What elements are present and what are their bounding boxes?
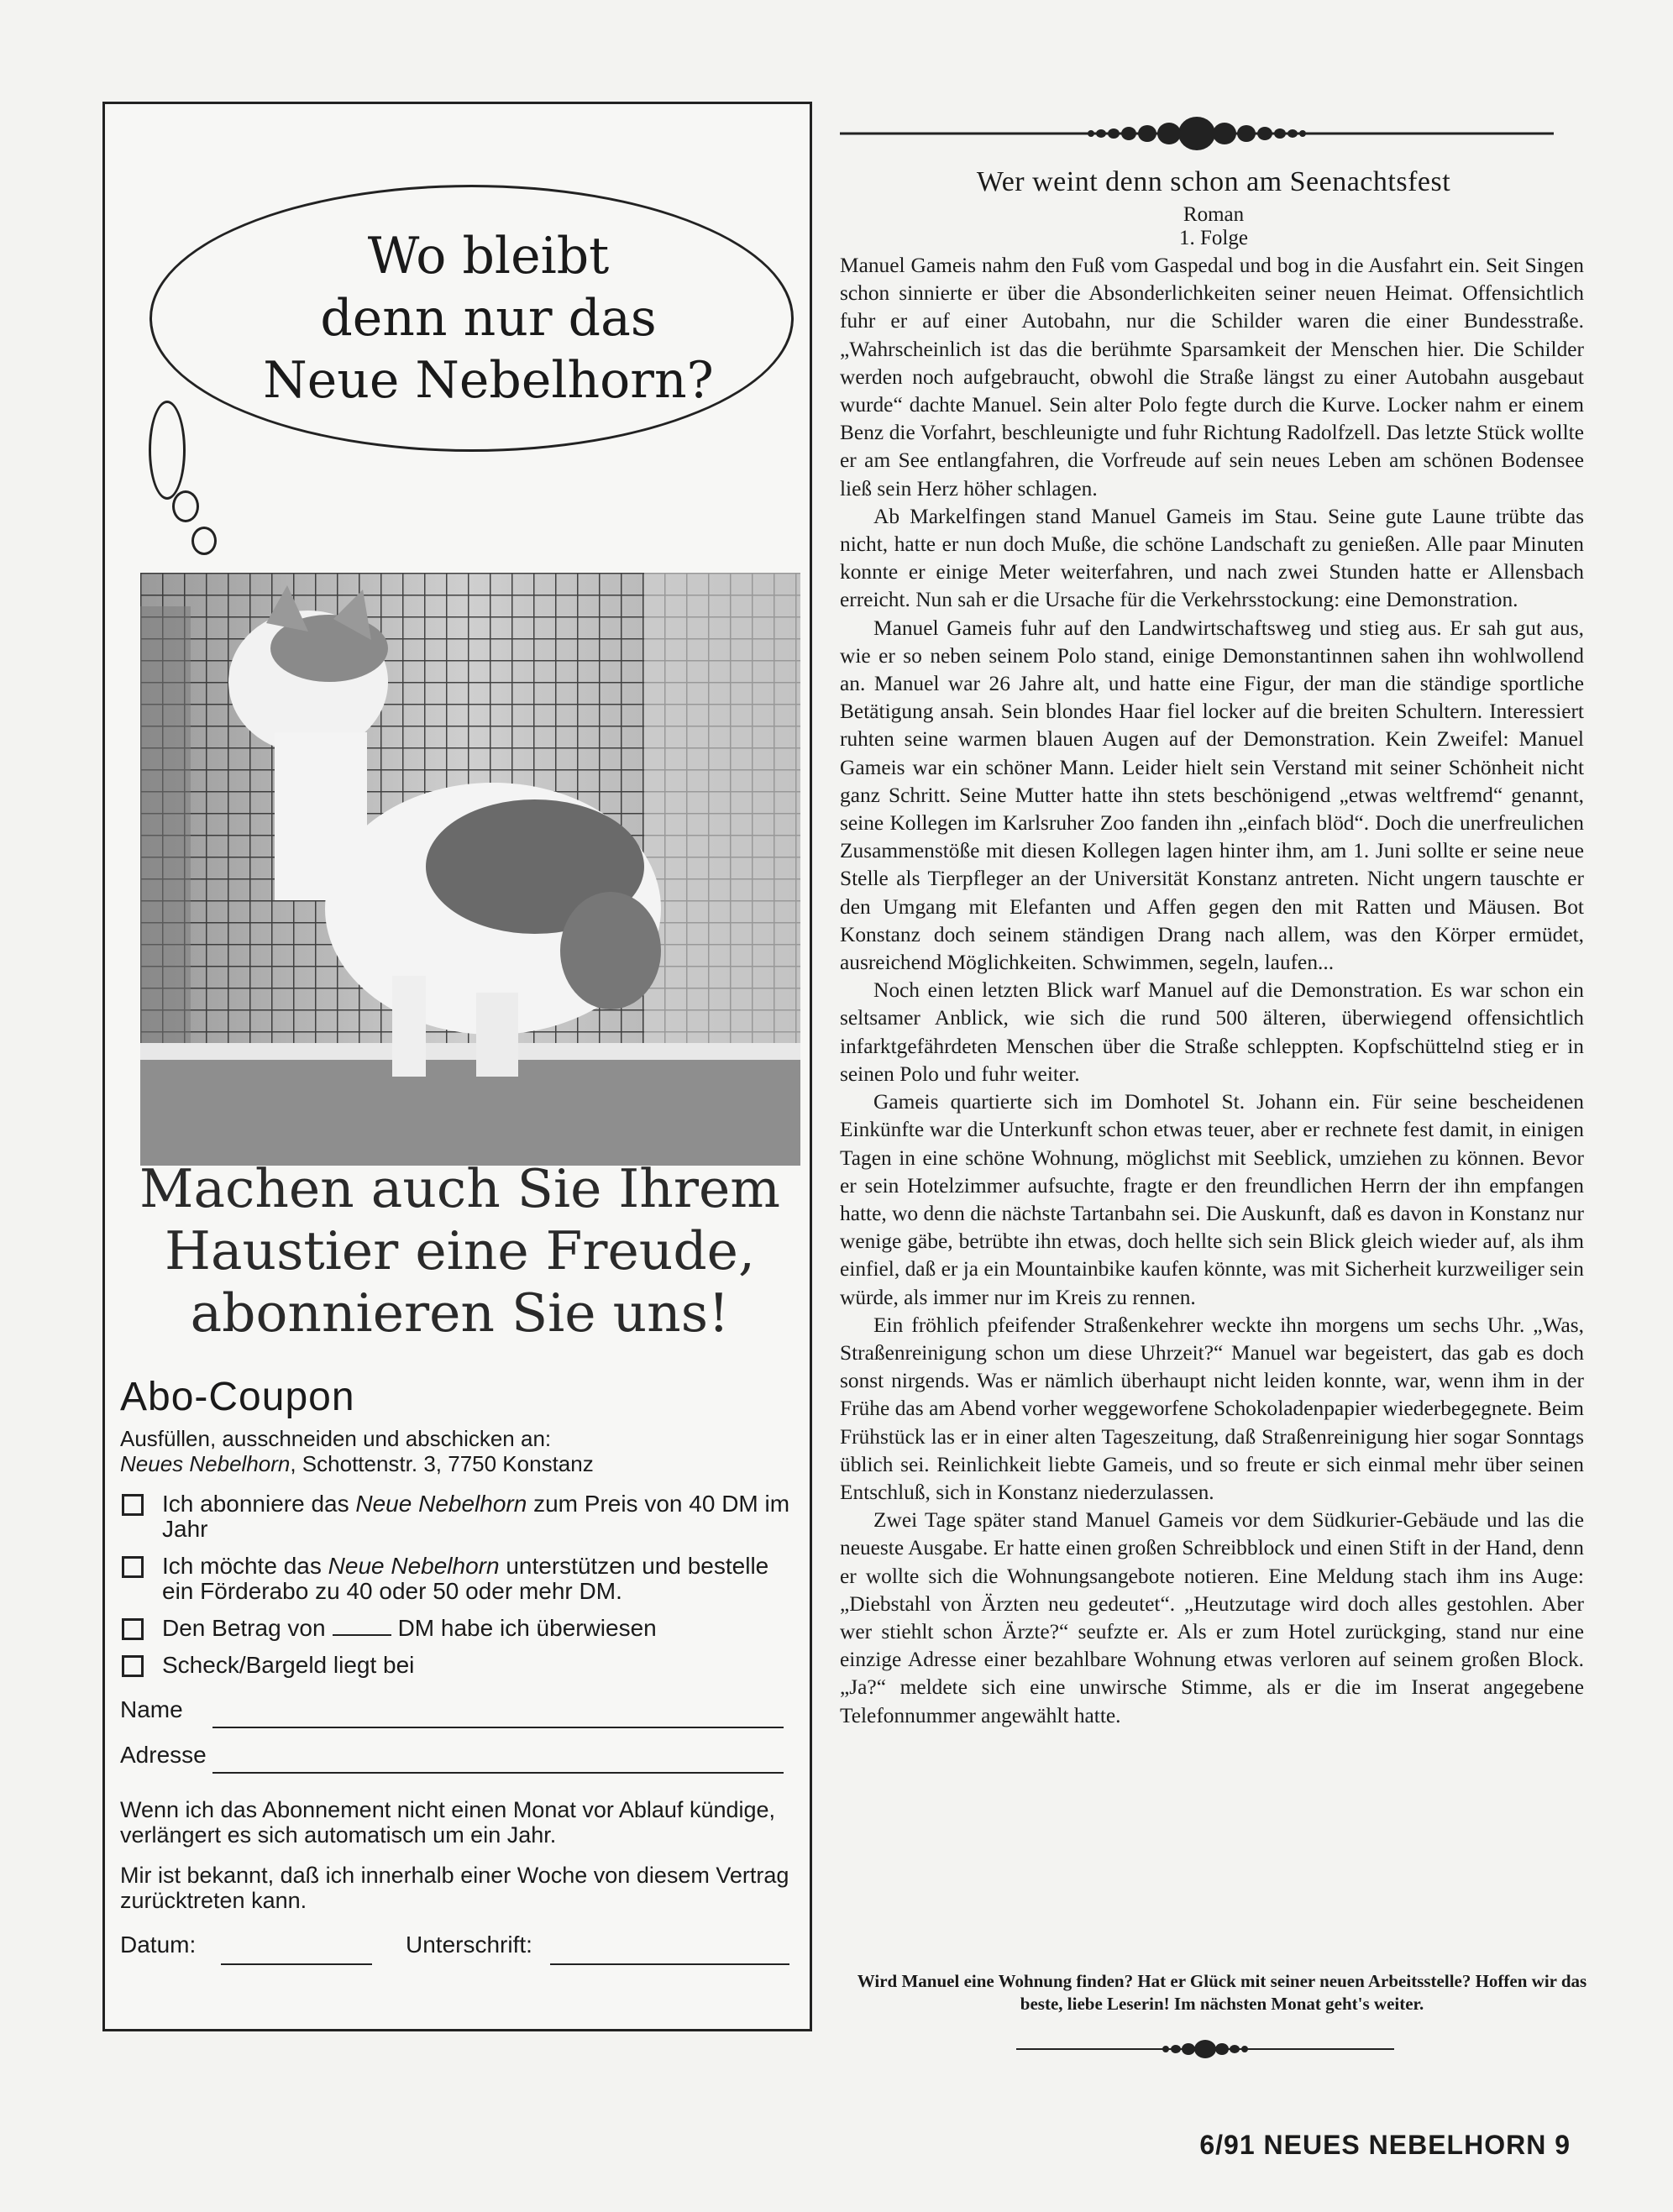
cat-photo-illustration: [140, 573, 800, 1166]
option1-pre: Ich abonniere das: [162, 1491, 356, 1517]
option-cheque: [120, 1653, 792, 1678]
withdrawal-note: Mir ist bekannt, daß ich innerhalb einer Woche von diesem Vertrag zurücktreten kann.: [120, 1863, 789, 1913]
option1-post: zum Preis von 40 DM im Jahr: [162, 1491, 790, 1542]
date-label: Datum:: [120, 1932, 197, 1958]
story-body: [840, 252, 1584, 1730]
option3-post: DM habe ich überwiesen: [397, 1615, 657, 1641]
signature-label: Unterschrift:: [406, 1932, 532, 1958]
address-publication: Neues Nebelhorn: [120, 1451, 291, 1476]
name-label: Name: [120, 1696, 183, 1722]
address-label: Adresse: [120, 1742, 207, 1768]
story-paragraph: Noch einen letzten Blick warf Manuel auf die Demonstration. Es war schon ein seltsamer Anblick, wie sich die rund 500 älteren, überwiegend offensichtlich infarktgefährdeten Menschen über die Straße schleppten. Kopfschüttelnd stieg er in seinen Polo und fuhr weiter.: [840, 978, 1584, 1086]
cat-photo: [140, 573, 800, 1166]
story-genre: Roman: [1183, 203, 1245, 226]
name-field[interactable]: [212, 1727, 784, 1728]
cancellation-note: Wenn ich das Abonnement nicht einen Monat vor Ablauf kündige, verlängert es sich automatisch um ein Jahr.: [120, 1797, 776, 1848]
story-paragraph: Gameis quartierte sich im Domhotel St. Johann ein. Für seine bescheidenen Einkünfte war die Unterkunft schon etwas teuer, aber er rechnete fest damit, in einigen Tagen in eine schöne Wohnung, möglichst mit Seeblick, umziehen zu können. Bevor er sein Hotelzimmer aufsuchte, fragte er den freundlichen Herrn der ihn empfangen hatte, wo denn die nächste Tartanbahn sei. Die Auskunft, daß es davon in Konstanz nur wenige gäbe, betrübte ihn etwas, doch hellte sich sein Blick gleich wieder auf, als ihm einfiel, daß er ja ein Mountainbike kaufen könnte, was mit Sicherheit kurzweiliger sein würde, als immer nur im Kreis zu rennen.: [840, 1090, 1584, 1309]
date-field[interactable]: [221, 1963, 372, 1965]
thought-dot: [149, 401, 186, 500]
coupon-intro: [120, 1426, 792, 1476]
coupon-intro-text: Ausfüllen, ausschneiden und abschicken an:: [120, 1426, 552, 1451]
address-street: , Schottenstr. 3, 7750 Konstanz: [290, 1451, 594, 1476]
option1-italic: Neue Nebelhorn: [355, 1491, 527, 1517]
thought-bubble: [149, 185, 794, 452]
subscription-coupon: [120, 1374, 792, 1974]
address-row: [120, 1742, 792, 1782]
option-subscribe: [120, 1491, 792, 1542]
checkbox-transfer[interactable]: [122, 1618, 144, 1640]
story-episode: 1. Folge: [1179, 227, 1248, 249]
story-paragraph: Ab Markelfingen stand Manuel Gameis im Stau. Seine gute Laune trübte das nicht, hatte er nun doch Muße, die schöne Landschaft zu genießen. Alle paar Minuten konnte er einige Meter weiterfahren, und nach zwei Stunden hatte er Allensbach erreicht. Nun sah er die Ursache für die Verkehrsstockung: eine Demonstration.: [840, 504, 1584, 612]
ad-headline: [122, 1158, 798, 1344]
option3-pre: Den Betrag von: [162, 1615, 326, 1641]
story-paragraph: Ein fröhlich pfeifender Straßenkehrer weckte ihn morgens um sechs Uhr. „Was, Straßenreinigung schon um diese Uhrzeit?“ Manuel war begeistert, das gab es doch sonst nirgends. Was er nämlich überhaupt nicht leiden konnte, war, wenn ihm in der Frühe das am Abend vorher weggeworfene Schokoladenpapier wiederbegegnete. Beim Frühstück las er in einer alten Tageszeitung, daß Straßenreinigung hier sogar Sonntags üblich sei. Reinlichkeit liebte Gameis, und so freute er sich einmal mehr über seinen Entschluß, sich in Konstanz niederzulassen.: [840, 1313, 1584, 1504]
checkbox-support[interactable]: [122, 1556, 144, 1578]
checkbox-subscribe[interactable]: [122, 1494, 144, 1516]
story-teaser: Wird Manuel eine Wohnung finden? Hat er Glück mit seiner neuen Arbeitsstelle? Hoffen wir das beste, liebe Leserin! Im nächsten Monat geht's weiter.: [857, 1971, 1587, 2014]
thought-dot: [172, 490, 199, 522]
bubble-line: denn nur das: [320, 289, 657, 348]
option-support: [120, 1554, 792, 1604]
option2-post: unterstützen und bestelle ein Förderabo zu 40 oder 50 oder mehr DM.: [162, 1553, 769, 1604]
address-field[interactable]: [212, 1772, 784, 1774]
subscription-ad: [102, 102, 812, 2031]
headline-line: Machen auch Sie Ihrem: [139, 1158, 781, 1219]
story-paragraph: Zwei Tage später stand Manuel Gameis vor dem Südkurier-Gebäude und las die neueste Ausgabe. Er hatte einen großen Schreibblock und einen Stift in der Hand, denn er wollte sich die Wohnungsangebote notieren. Eine Meldung stach ihm ins Auge: „Diebstahl von Ärzten neu gedeutet“. „Heutzutage wird doch alles gestohlen. Aber wer stiehlt schon Ärzte?“ seufzte er. Als er zum Hotel zurückging, stand nur eine einzige Adresse einer bezahlbare Wohnung etwas verloren auf seinem großen Block. „Ja?“ meldete sich eine unwirsche Stimme, als er die im Inserat angegebene Telefonnummer angewählt hatte.: [840, 1508, 1584, 1727]
story-paragraph: Manuel Gameis fuhr auf den Landwirtschaftsweg und stieg aus. Er sah gut aus, wie er so neben seinem Polo stand, einige Demonstantinnen sahen ihn wohlwollend an. Manuel war 26 Jahre alt, und hatte eine Figur, der man die ständige sportliche Betätigung ansah. Sein blondes Haar fiel locker auf die breiten Schultern. Interessiert ruhten seine warmen blauen Augen auf der Demonstration. Kein Zweifel: Manuel Gameis war ein schöner Mann. Leider hielt sein Verstand mit seiner Schönheit nicht ganz Schritt. Seine Mutter hatte ihn stets beschönigend „etwas weltfremd“ genannt, seine Kollegen im Karlsruher Zoo fanden ihn „einfach blöd“. Doch die unerfreulichen Zusammenstöße mit diesen Kollegen lagen hinter ihm, am 1. Juni sollte er seine neue Stelle als Tierpfleger an der Universität Konstanz antreten. Nicht ungern tauschte er den Umgang mit Elefanten und Affen gegen den mit Ratten und Mäusen. Bot Konstanz doch seinem ständigen Drang nach allem, was den Körper ermüdet, ausreichend Möglichkeiten. Schwimmen, segeln, laufen...: [840, 616, 1584, 975]
headline-line: abonnieren Sie uns!: [190, 1282, 730, 1344]
option-transfer: [120, 1616, 792, 1641]
page-footer: 6/91 NEUES NEBELHORN 9: [1199, 2130, 1571, 2160]
ornament-divider: [840, 115, 1554, 152]
bubble-text: [254, 225, 724, 411]
story-title: Wer weint denn schon am Seenachtsfest: [976, 166, 1451, 197]
option2-italic: Neue Nebelhorn: [328, 1553, 500, 1579]
thought-dot: [191, 527, 217, 555]
bubble-line: Neue Nebelhorn?: [263, 351, 714, 410]
signature-row: [120, 1932, 792, 1974]
headline-line: Haustier eine Freude,: [165, 1220, 755, 1282]
signature-field[interactable]: [550, 1963, 789, 1965]
amount-field[interactable]: [333, 1634, 391, 1636]
checkbox-cheque[interactable]: [122, 1655, 144, 1677]
coupon-title: Abo-Coupon: [120, 1375, 355, 1419]
story-paragraph: Manuel Gameis nahm den Fuß vom Gaspedal und bog in die Ausfahrt ein. Seit Singen schon sinnierte er über die Absonderlichkeiten seiner neuen Heimat. Offensichtlich fuhr er auf einer Autobahn, nur die Schilder waren die einer Bundesstraße. „Wahrscheinlich ist das die berühmte Sparsamkeit der Menschen hier. Die Schilder werden noch aufgebraucht, obwohl die Straße längst zu einer Autobahn ausgebaut wurde“ dachte Manuel. Sein alter Polo fegte durch die Kurve. Locker nahm er einem Benz die Vorfahrt, beschleunigte und fuhr Richtung Radolfzell. Das letzte Stück wollte er am See entlangfahren, die Vorfreude auf sein neues Leben am schönen Bodensee ließ sein Herz höher schlagen.: [840, 254, 1584, 501]
coupon-address: [120, 1451, 792, 1476]
option2-pre: Ich möchte das: [162, 1553, 328, 1579]
option4-label: Scheck/Bargeld liegt bei: [162, 1652, 415, 1678]
ornament-end: [1016, 2039, 1394, 2059]
name-row: [120, 1696, 792, 1737]
bubble-line: Wo bleibt: [367, 227, 610, 286]
